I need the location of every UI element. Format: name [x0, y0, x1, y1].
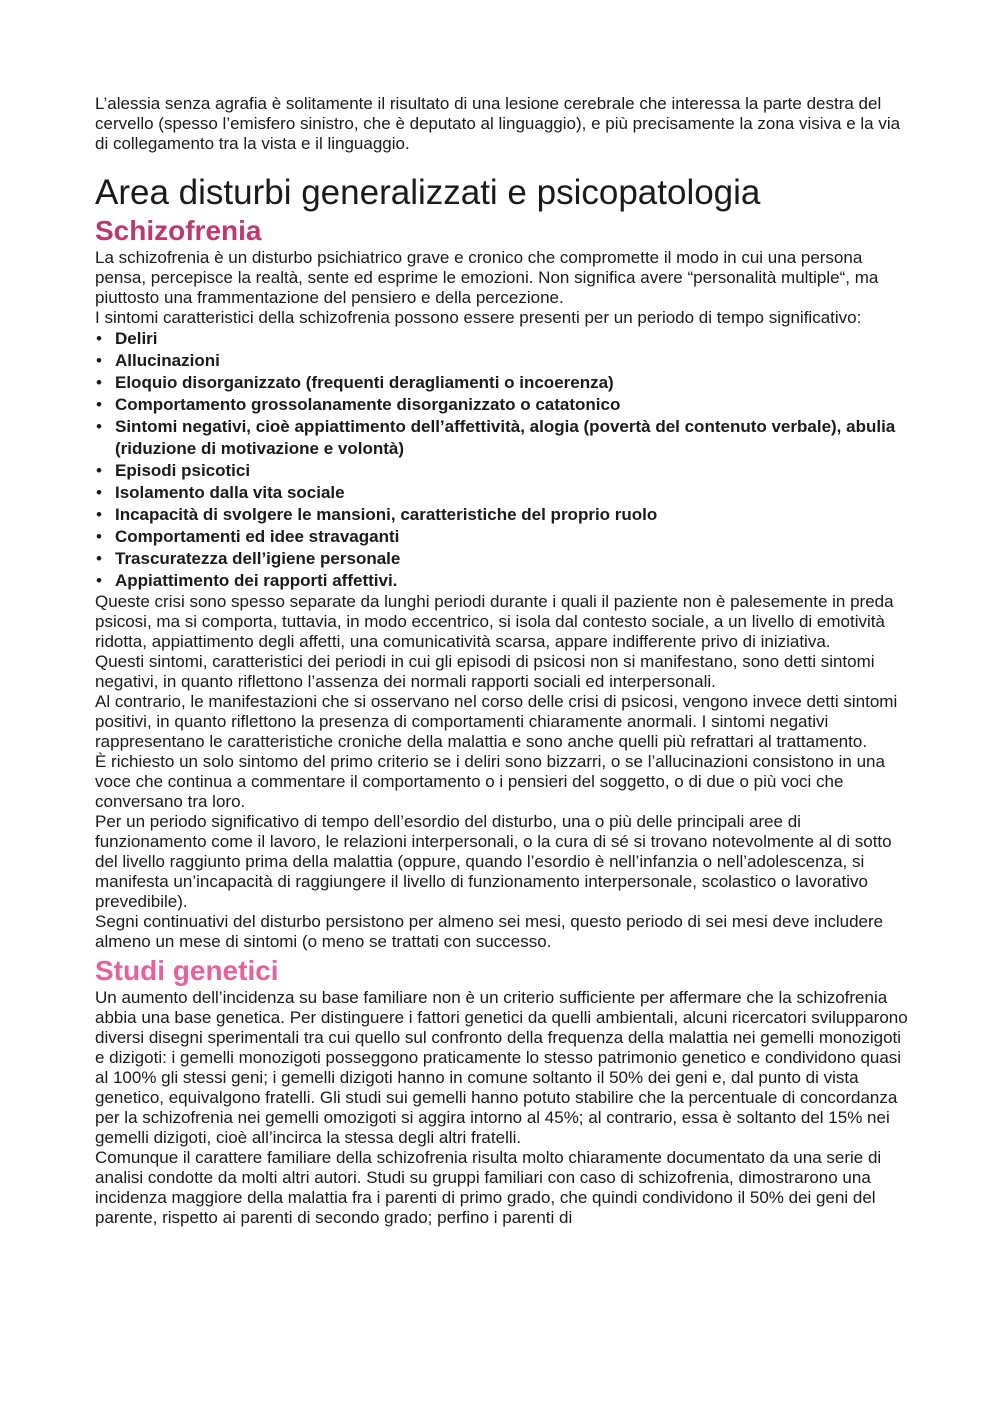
symptom-list: [95, 328, 915, 592]
symptom-item: • Allucinazioni: [95, 350, 915, 372]
intro-paragraph: L’alessia senza agrafia è solitamente il risultato di una lesione cerebrale che interessa la parte destra del cervello (spesso l’emisfero sinistro, che è deputato al linguaggio), e più precisamente la zona visiva e la via di collegamento tra la vista e il linguaggio.: [95, 94, 901, 153]
paragraph: Questi sintomi, caratteristici dei periodi in cui gli episodi di psicosi non si manifestano, sono detti sintomi negativi, in quanto riflettono l’assenza dei normali rapporti sociali ed interpersonali.: [95, 652, 875, 691]
symptom-item: • Incapacità di svolgere le mansioni, caratteristiche del proprio ruolo: [95, 504, 915, 526]
symptom-item: • Eloquio disorganizzato (frequenti deragliamenti o incoerenza): [95, 372, 915, 394]
symptom-item: • Comportamento grossolanamente disorganizzato o catatonico: [95, 394, 915, 416]
paragraph: La schizofrenia è un disturbo psichiatrico grave e cronico che compromette il modo in cui una persona pensa, percepisce la realtà, sente ed esprime le emozioni. Non significa avere “personalità multiple“, ma piuttosto una frammentazione del pensiero e della percezione.: [95, 248, 879, 307]
document-page: [95, 94, 915, 1228]
symptom-item: • Appiattimento dei rapporti affettivi.: [95, 570, 915, 592]
paragraph: Segni continuativi del disturbo persistono per almeno sei mesi, questo periodo di sei mesi deve includere almeno un mese di sintomi (o meno se trattati con successo.: [95, 912, 884, 951]
genetic-studies-heading: Studi genetici: [95, 955, 279, 986]
symptom-item: • Deliri: [95, 328, 915, 350]
main-title: Area disturbi generalizzati e psicopatologia: [95, 173, 761, 212]
symptom-item: • Trascuratezza dell’igiene personale: [95, 548, 915, 570]
paragraph: Comunque il carattere familiare della schizofrenia risulta molto chiaramente documentato da una serie di analisi condotte da molti altri autori. Studi su gruppi familiari con caso di schizofrenia, dimostrarono una incidenza maggiore della malattia fra i parenti di primo grado, che quindi condividono il 50% dei geni del parente, rispetto ai parenti di secondo grado; perfino i parenti di: [95, 1148, 882, 1227]
paragraph: Per un periodo significativo di tempo dell’esordio del disturbo, una o più delle principali aree di funzionamento come il lavoro, le relazioni interpersonali, o la cura di sé si trovano notevolmente al di sotto del livello raggiunto prima della malattia (oppure, quando l’esordio è nell’infanzia o nell’adolescenza, si manifesta un’incapacità di raggiungere il livello di funzionamento interpersonale, scolastico o lavorativo prevedibile).: [95, 812, 892, 911]
paragraph: Queste crisi sono spesso separate da lunghi periodi durante i quali il paziente non è palesemente in preda psicosi, ma si comporta, tuttavia, in modo eccentrico, si isola dal contesto sociale, a un livello di emotività ridotta, appiattimento degli affetti, una comunicatività scarsa, appare indifferente privo di iniziativa.: [95, 592, 894, 651]
paragraph: I sintomi caratteristici della schizofrenia possono essere presenti per un periodo di tempo significativo:: [95, 308, 862, 327]
paragraph: È richiesto un solo sintomo del primo criterio se i deliri sono bizzarri, o se l’allucinazioni consistono in una voce che continua a commentare il comportamento o i pensieri del soggetto, o di due o più voci che conversano tra loro.: [95, 752, 885, 811]
symptom-item: • Episodi psicotici: [95, 460, 915, 482]
schizophrenia-heading: Schizofrenia: [95, 215, 262, 246]
symptom-item: • Isolamento dalla vita sociale: [95, 482, 915, 504]
symptom-item: • Comportamenti ed idee stravaganti: [95, 526, 915, 548]
paragraph: Un aumento dell’incidenza su base familiare non è un criterio sufficiente per affermare che la schizofrenia abbia una base genetica. Per distinguere i fattori genetici da quelli ambientali, alcuni ricercatori svilupparono diversi disegni sperimentali tra cui quello sul confronto della frequenza della malattia nei gemelli monozigoti e dizigoti: i gemelli monozigoti posseggono praticamente lo stesso patrimonio genetico e condividono quasi al 100% gli stessi geni; i gemelli dizigoti hanno in comune soltanto il 50% dei geni e, dal punto di vista genetico, equivalgono fratelli. Gli studi sui gemelli hanno potuto stabilire che la percentuale di concordanza per la schizofrenia nei gemelli omozigoti si aggira intorno al 45%; al contrario, essa è soltanto del 15% nei gemelli dizigoti, cioè all’incirca la stessa degli altri fratelli.: [95, 988, 908, 1147]
paragraph: Al contrario, le manifestazioni che si osservano nel corso delle crisi di psicosi, vengono invece detti sintomi positivi, in quanto riflettono la presenza di comportamenti chiaramente anormali. I sintomi negativi rappresentano le caratteristiche croniche della malattia e sono anche quelli più refrattari al trattamento.: [95, 692, 898, 751]
symptom-item: • Sintomi negativi, cioè appiattimento dell’affettività, alogia (povertà del contenuto verbale), abulia (riduzione di motivazione e volontà): [95, 416, 915, 460]
